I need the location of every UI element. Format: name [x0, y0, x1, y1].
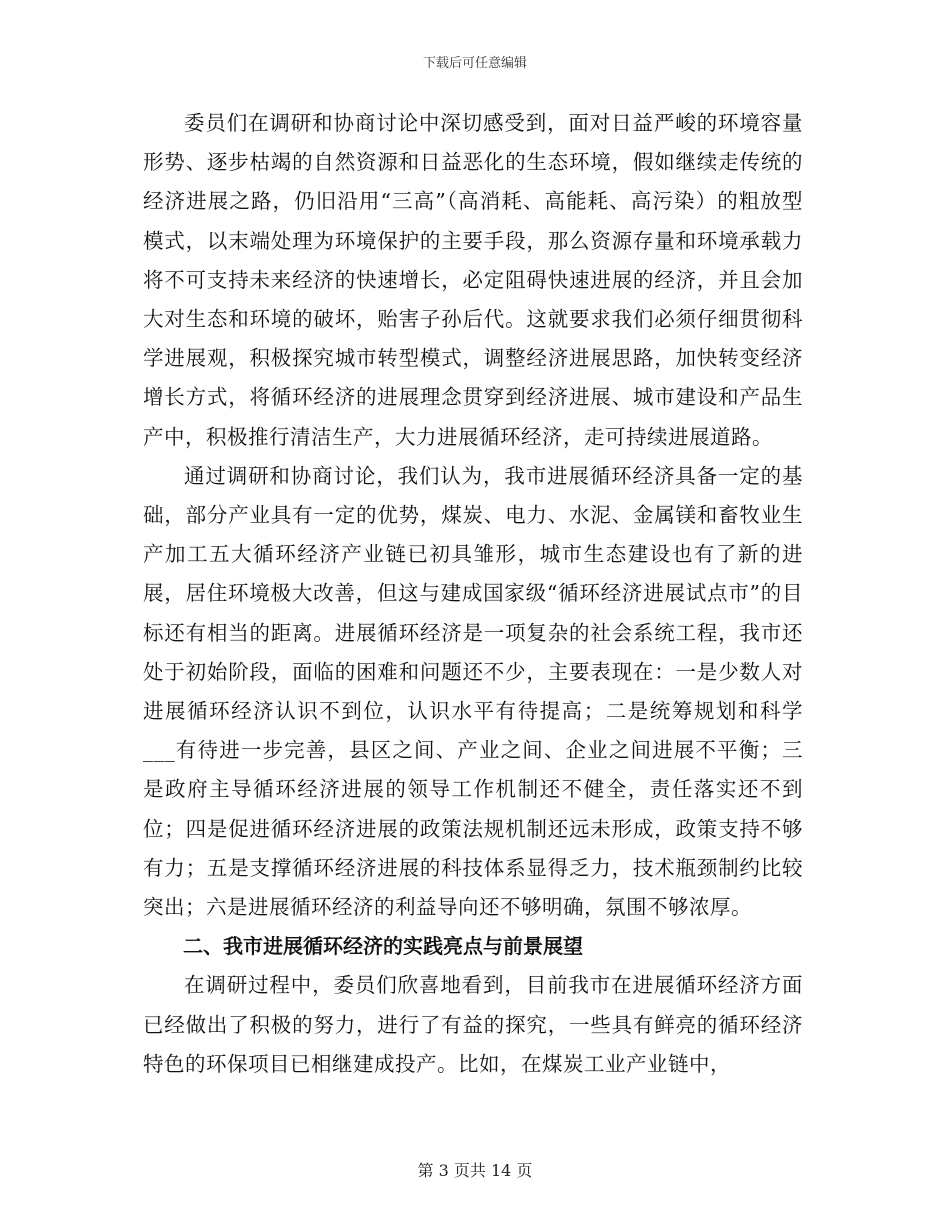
paragraph-1: 委员们在调研和协商讨论中深切感受到，面对日益严峻的环境容量形势、逐步枯竭的自然资源和日益恶化的生态环境，假如继续走传统的经济进展之路，仍旧沿用“三高”（高消耗、高能耗、高污染）的粗放型模式，以末端处理为环境保护的主要手段，那么资源存量和环境承载力将不可支持未来经济的快速增长，必定阻碍快速进展的经济，并且会加大对生态和环境的破坏，贻害子孙后代。这就要求我们必须仔细贯彻科学进展观，积极探究城市转型模式，调整经济进展思路，加快转变经济增长方式，将循环经济的进展理念贯穿到经济进展、城市建设和产品生产中，积极推行清洁生产，大力进展循环经济，走可持续进展道路。 — [143, 111, 803, 449]
page-header: 下载后可任意编辑 — [422, 56, 527, 71]
document-body — [143, 104, 803, 1084]
paragraph-2: 通过调研和协商讨论，我们认为，我市进展循环经济具备一定的基础，部分产业具有一定的优势，煤炭、电力、水泥、金属镁和畜牧业生产加工五大循环经济产业链已初具雏形，城市生态建设也有了新的进展，居住环境极大改善，但这与建成国家级“循环经济进展试点市”的目标还有相当的距离。进展循环经济是一项复杂的社会系统工程，我市还处于初始阶段，面临的困难和问题还不少，主要表现在：一是少数人对进展循环经济认识不到位，认识水平有待提高；二是统筹规划和科学___有待进一步完善，县区之间、产业之间、企业之间进展不平衡；三是政府主导循环经济进展的领导工作机制还不健全，责任落实还不到位；四是促进循环经济进展的政策法规机制还远未形成，政策支持不够有力；五是支撑循环经济进展的科技体系显得乏力，技术瓶颈制约比较突出；六是进展循环经济的利益导向还不够明确，氛围不够浓厚。 — [143, 463, 803, 920]
page-footer: 第 3 页共 14 页 — [417, 1161, 533, 1180]
paragraph-3: 在调研过程中，委员们欣喜地看到，目前我市在进展循环经济方面已经做出了积极的努力，进行了有益的探究，一些具有鲜亮的循环经济特色的环保项目已相继建成投产。比如，在煤炭工业产业链中， — [143, 973, 803, 1076]
section-heading: 二、我市进展循环经济的实践亮点与前景展望 — [183, 934, 583, 959]
